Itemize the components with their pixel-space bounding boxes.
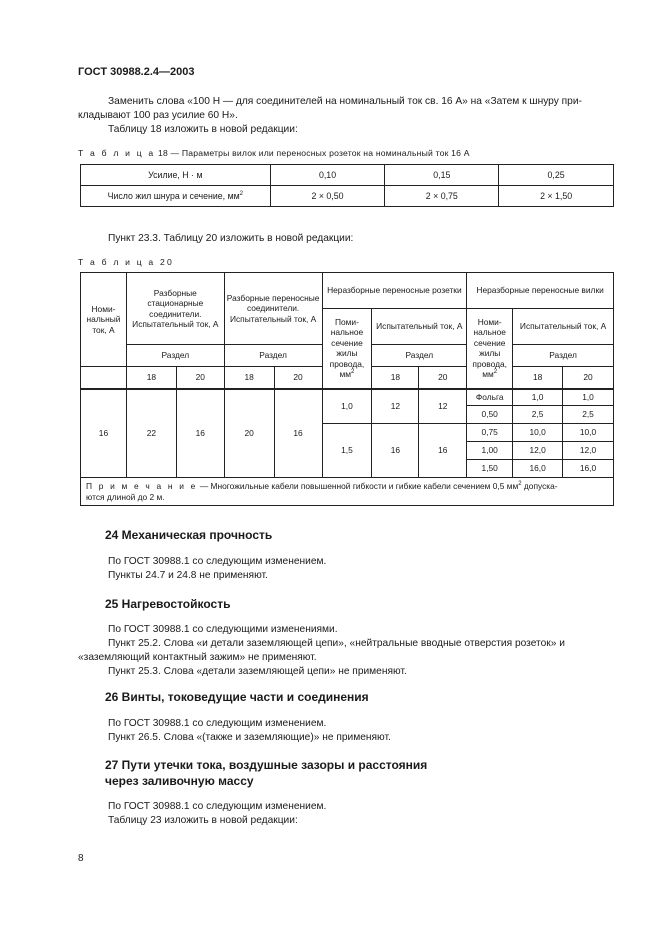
razdel-header: Раздел xyxy=(513,345,614,367)
table-cell: 12 xyxy=(372,389,419,424)
table-cell: 1,00 xyxy=(467,442,513,460)
table-cell: 12,0 xyxy=(513,442,563,460)
table-18 xyxy=(80,164,614,207)
table-cell: 16 xyxy=(176,389,224,478)
section-27-line: По ГОСТ 30988.1 со следующим изменением. xyxy=(108,801,327,812)
section-27-heading-line: через заливочную массу xyxy=(105,774,254,788)
table-cell: 1,0 xyxy=(513,389,563,406)
section-26-body xyxy=(78,717,618,745)
table-row xyxy=(81,186,614,207)
section-27-body xyxy=(78,800,618,828)
portable-header: Разборные переносные соединители. Испытательный ток, А xyxy=(224,273,322,345)
replace-line-2: кладывают 100 раз усилие 60 Н». xyxy=(78,110,238,121)
col-18: 18 xyxy=(372,367,419,389)
section-header-b: Номи-нальное сечение жилы провода, $мм^2$ xyxy=(467,309,513,389)
table18-caption xyxy=(78,148,470,158)
page-number: 8 xyxy=(78,853,84,864)
note-prefix: П р и м е ч а н и е xyxy=(86,481,198,491)
section-header: Поми-нальное сечение жилы провода, $мм^2$ xyxy=(322,309,372,389)
col-20: 20 xyxy=(419,367,467,389)
table-header-row xyxy=(81,273,614,309)
stationary-header: Разборные стационарные соединители. Испытательный ток, А xyxy=(126,273,224,345)
table-cell: 1,50 xyxy=(467,460,513,478)
section-27-heading-line: 27 Пути утечки тока, воздушные зазоры и расстояния xyxy=(105,758,428,772)
section-27-heading xyxy=(105,757,427,789)
replace-line-1: Заменить слова «100 Н — для соединителей на номинальный ток св. 16 А» на «Затем к шнуру при- xyxy=(108,96,582,107)
sockets-header: Неразборные переносные розетки xyxy=(322,273,467,309)
col-18: 18 xyxy=(513,367,563,389)
table-cell: 2,5 xyxy=(563,406,614,424)
table-cell: 10,0 xyxy=(513,424,563,442)
table-cell: 16 xyxy=(274,389,322,478)
section-24-body xyxy=(78,555,618,583)
test-current-header: Испытательный ток, А xyxy=(513,309,614,345)
table-cell: 0,50 xyxy=(467,406,513,424)
section-25-line: По ГОСТ 30988.1 со следующими изменениями. xyxy=(108,624,338,635)
empty-cell xyxy=(81,367,127,389)
section-27-line: Таблицу 23 изложить в новой редакции: xyxy=(108,815,298,826)
test-current-header: Испытательный ток, А xyxy=(372,309,467,345)
table-cell: 22 xyxy=(126,389,176,478)
table-cell: 16 xyxy=(81,389,127,478)
p23-3: Пункт 23.3. Таблицу 20 изложить в новой редакции: xyxy=(108,233,354,244)
table-cell: 16 xyxy=(419,424,467,478)
table-row xyxy=(81,389,614,406)
section-24-line: Пункты 24.7 и 24.8 не применяют. xyxy=(108,570,268,581)
table-cell: 0,15 xyxy=(385,165,499,186)
table-cell: 16 xyxy=(372,424,419,478)
table-note-row xyxy=(81,478,614,506)
table-cell: 1,0 xyxy=(322,389,372,424)
section-26-heading: 26 Винты, токоведущие части и соединения xyxy=(105,690,369,704)
table-cell: 2,5 xyxy=(513,406,563,424)
table-cell: 16,0 xyxy=(513,460,563,478)
section-26-line: Пункт 26.5. Слова «(также и заземляющие)» не применяют. xyxy=(108,732,391,743)
note-text-2: допуска- xyxy=(521,481,558,491)
table18-intro: Таблицу 18 изложить в новой редакции: xyxy=(108,124,298,135)
table20-caption: Т а б л и ц а 20 xyxy=(78,257,174,267)
table-row xyxy=(81,165,614,186)
section-24-heading: 24 Механическая прочность xyxy=(105,528,273,542)
col-20: 20 xyxy=(176,367,224,389)
razdel-header: Раздел xyxy=(126,345,224,367)
table-caption-text: 18 — Параметры вилок или переносных розеток на номинальный ток 16 А xyxy=(155,148,470,158)
section-25-body xyxy=(78,623,618,679)
cores-label: Число жил шнура и сечение, $мм^2$ xyxy=(81,186,271,207)
table-note: П р и м е ч а н и е — Многожильные кабели повышенной гибкости и гибкие кабели сечением 0,5 $мм^2$ допуска- ются длиной до 2 м. xyxy=(81,478,614,506)
razdel-header: Раздел xyxy=(224,345,322,367)
note-line-2: ются длиной до 2 м. xyxy=(86,491,165,502)
table-cell: 0,25 xyxy=(499,165,614,186)
force-label: Усилие, Н · м xyxy=(81,165,271,186)
section-26-line: По ГОСТ 30988.1 со следующим изменением. xyxy=(108,718,327,729)
document-header: ГОСТ 30988.2.4—2003 xyxy=(78,66,195,78)
note-text: — Многожильные кабели повышенной гибкости и гибкие кабели сечением 0,5 мм xyxy=(197,481,519,491)
section-25-line: Пункт 25.3. Слова «детали заземляющей цепи» не применяют. xyxy=(108,666,407,677)
plugs-header: Неразборные переносные вилки xyxy=(467,273,614,309)
col-18: 18 xyxy=(126,367,176,389)
section-24-line: По ГОСТ 30988.1 со следующим изменением. xyxy=(108,556,327,567)
table-cell: 10,0 xyxy=(563,424,614,442)
section-25-heading: 25 Нагревостойкость xyxy=(105,597,231,611)
col-20: 20 xyxy=(274,367,322,389)
table-cell: 1,0 xyxy=(563,389,614,406)
table-cell: 2 × 1,50 xyxy=(499,186,614,207)
razdel-header: Раздел xyxy=(372,345,467,367)
col-18: 18 xyxy=(224,367,274,389)
table-cell: 16,0 xyxy=(563,460,614,478)
table-cell: 0,75 xyxy=(467,424,513,442)
nominal-current-header: Номи-нальный ток, А xyxy=(81,273,127,367)
table-cell: Фольга xyxy=(467,389,513,406)
section-25-line: Пункт 25.2. Слова «и детали заземляющей цепи», «нейтральные вводные отверстия розеток» и xyxy=(108,638,565,649)
table-20 xyxy=(80,272,614,506)
table-caption-prefix: Т а б л и ц а xyxy=(78,148,156,158)
section-25-line: «заземляющий контактный зажим» не применяют. xyxy=(78,652,317,663)
table-cell: 12 xyxy=(419,389,467,424)
table-cell: 2 × 0,75 xyxy=(385,186,499,207)
table-cell: 1,5 xyxy=(322,424,372,478)
table-cell: 0,10 xyxy=(270,165,385,186)
replace-paragraph xyxy=(78,95,618,137)
table-cell: 2 × 0,50 xyxy=(270,186,385,207)
table-cell: 20 xyxy=(224,389,274,478)
col-20: 20 xyxy=(563,367,614,389)
table-cell: 12,0 xyxy=(563,442,614,460)
